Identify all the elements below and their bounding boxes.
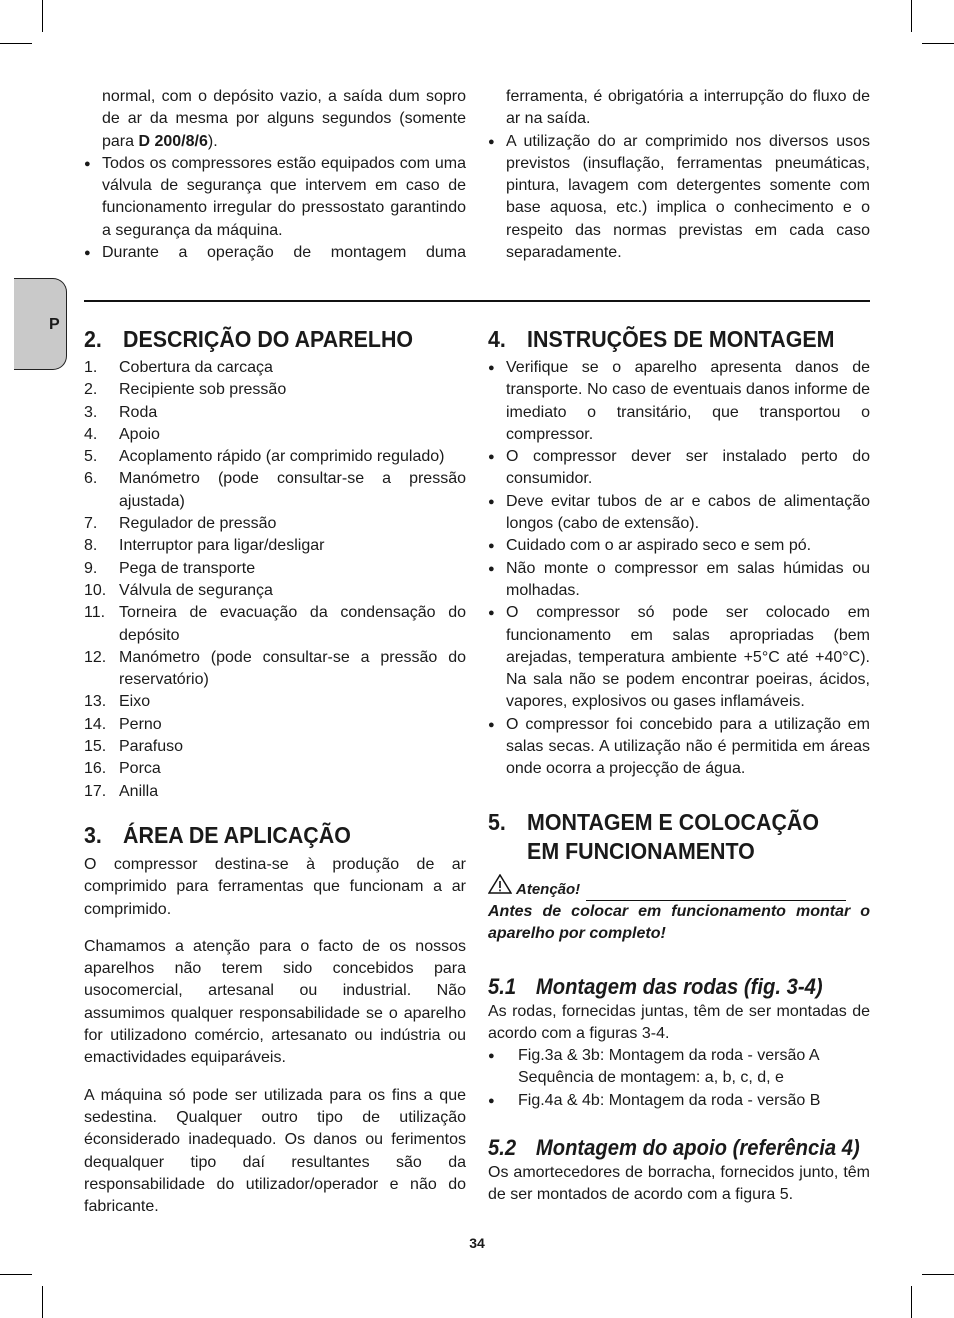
list-item: 1. Cobertura da carcaça	[84, 359, 273, 376]
list-item: 15. Parafuso	[84, 738, 184, 756]
paragraph: As rodas, fornecidas juntas, têm de ser montadas de acordo com a figuras 3-4.	[488, 1002, 870, 1042]
list-item: ● Verifique se o aparelho apresenta danos de transporte. No caso de eventuais danos informe de imediato o transitário, que transportou o compressor.	[488, 357, 870, 446]
warning-label-row	[488, 874, 870, 901]
warning-icon	[488, 874, 516, 901]
list-item: 16. Porca	[84, 760, 161, 778]
list-item: 9. Pega de transporte	[84, 559, 256, 577]
crop-mark	[0, 1274, 32, 1275]
language-tab	[14, 278, 67, 370]
model-name: D 200/8/6	[138, 132, 208, 150]
section-heading: 3. ÁREA DE APLICAÇÃO	[84, 821, 351, 848]
crop-mark	[911, 0, 912, 32]
crop-mark	[922, 1274, 954, 1275]
subsection-heading: 5.2 Montagem do apoio (referência 4)	[488, 1135, 860, 1161]
list-item: ● Cuidado com o ar aspirado seco e sem pó.	[488, 535, 870, 557]
section-heading: 5. MONTAGEM E COLOCAÇÃO EM FUNCIONAMENTO	[488, 808, 819, 864]
list-item: 11. Torneira de evacuação da condensação do depósito	[84, 604, 466, 644]
crop-mark	[0, 43, 32, 44]
warning-text: Antes de colocar em funcionamento montar o aparelho por completo!	[488, 902, 870, 943]
list-item: 10. Válvula de segurança	[84, 581, 273, 599]
warning-label: Atenção!	[516, 880, 581, 898]
section-heading: 2. DESCRIÇÃO DO APARELHO	[84, 326, 414, 352]
list-item: 13. Eixo	[84, 693, 151, 711]
language-tab-label: P	[49, 316, 60, 333]
list-item: 3. Roda	[84, 403, 158, 421]
section-divider	[84, 300, 870, 302]
list-item: ● Todos os compressores estão equipados com uma válvula de segurança que intervem em caso de funcionamento irregular do pressostato garantindo a segurança da máquina.	[84, 153, 466, 242]
top-right-block	[488, 86, 870, 264]
left-column	[84, 325, 466, 1218]
list-item: ● O compressor foi concebido para a utilização em salas secas. A utilização não é permitida em áreas onde ocorra a projecção de água.	[488, 714, 870, 781]
list-item: 6. Manómetro (pode consultar-se a pressão ajustada)	[84, 470, 466, 510]
list-item: 7. Regulador de pressão	[84, 515, 277, 533]
assembly-list	[488, 357, 870, 781]
continuation-paragraph: normal, com o depósito vazio, a saída dum sopro de ar da mesma por alguns segundos (somente para D 200/8/6).	[102, 88, 466, 150]
list-item: 8. Interruptor para ligar/desligar	[84, 537, 325, 555]
parts-list	[84, 357, 466, 803]
list-item: ● Durante a operação de montagem duma	[84, 242, 466, 264]
crop-mark	[42, 1286, 43, 1318]
subsection-heading: 5.1 Montagem das rodas (fig. 3-4)	[488, 973, 823, 999]
list-item: ● O compressor dever ser instalado perto do consumidor.	[488, 446, 870, 491]
list-item: ● Não monte o compressor em salas húmidas ou molhadas.	[488, 558, 870, 603]
crop-mark	[42, 0, 43, 32]
top-left-block	[84, 86, 466, 264]
list-item: ● O compressor só pode ser colocado em funcionamento em salas apropriadas (bem arejadas, temperatura ambiente +5°C até +40°C). Na sala não se podem encontrar poeiras, ácidos, vapores, explosivos ou gases inflamáveis.	[488, 602, 870, 713]
page-number: 34	[469, 1235, 485, 1251]
paragraph: A máquina só pode ser utilizada para os fins a que sedestina. Qualquer outro tipo de utilização éconsiderado inadequado. Os danos ou ferimentos dequalquer tipo daí resultantes são da responsabilidade do utilizador/operador e não do fabricante.	[84, 1086, 466, 1216]
list-item: 12. Manómetro (pode consultar-se a pressão do reservatório)	[84, 648, 466, 689]
list-item: ● Fig.4a & 4b: Montagem da roda - versão B	[488, 1090, 870, 1112]
list-item: 14. Perno	[84, 715, 162, 733]
section-heading: 4. INSTRUÇÕES DE MONTAGEM	[488, 326, 835, 352]
list-item: 5. Acoplamento rápido (ar comprimido regulado)	[84, 448, 445, 466]
list-item: 17. Anilla	[84, 782, 159, 800]
list-item: ● Fig.3a & 3b: Montagem da roda - versão A Sequência de montagem: a, b, c, d, e	[488, 1045, 870, 1090]
paragraph: O compressor destina-se à produção de ar comprimido para ferramentas que funcionam a ar comprimido.	[84, 855, 466, 918]
paragraph: Chamamos a atenção para o facto de os nossos aparelhos não terem sido concebidos para usocomercial, artesanal ou industrial. Não assumimos qualquer responsabilidade se o aparelho for utilizadono comércio, artesanato ou indústria ou emactividades equiparáveis.	[84, 937, 466, 1067]
continuation-paragraph: ferramenta, é obrigatória a interrupção do fluxo de ar na saída.	[506, 88, 870, 128]
crop-mark	[922, 43, 954, 44]
right-column	[488, 325, 870, 1207]
crop-mark	[911, 1286, 912, 1318]
paragraph: Os amortecedores de borracha, fornecidos junto, têm de ser montados de acordo com a figura 5.	[488, 1164, 870, 1204]
warning-underline	[586, 886, 846, 901]
list-item: ● Deve evitar tubos de ar e cabos de alimentação longos (cabo de extensão).	[488, 491, 870, 536]
list-item: ● A utilização do ar comprimido nos diversos usos previstos (insuflação, ferramentas pneumáticas, pintura, lavagem com detergentes somente com base aquosa, etc.) implica o conhecimento e o respeito das normas previstas em cada caso separadamente.	[488, 131, 870, 265]
list-item: 2. Recipiente sob pressão	[84, 381, 287, 399]
list-item: 4. Apoio	[84, 425, 160, 443]
